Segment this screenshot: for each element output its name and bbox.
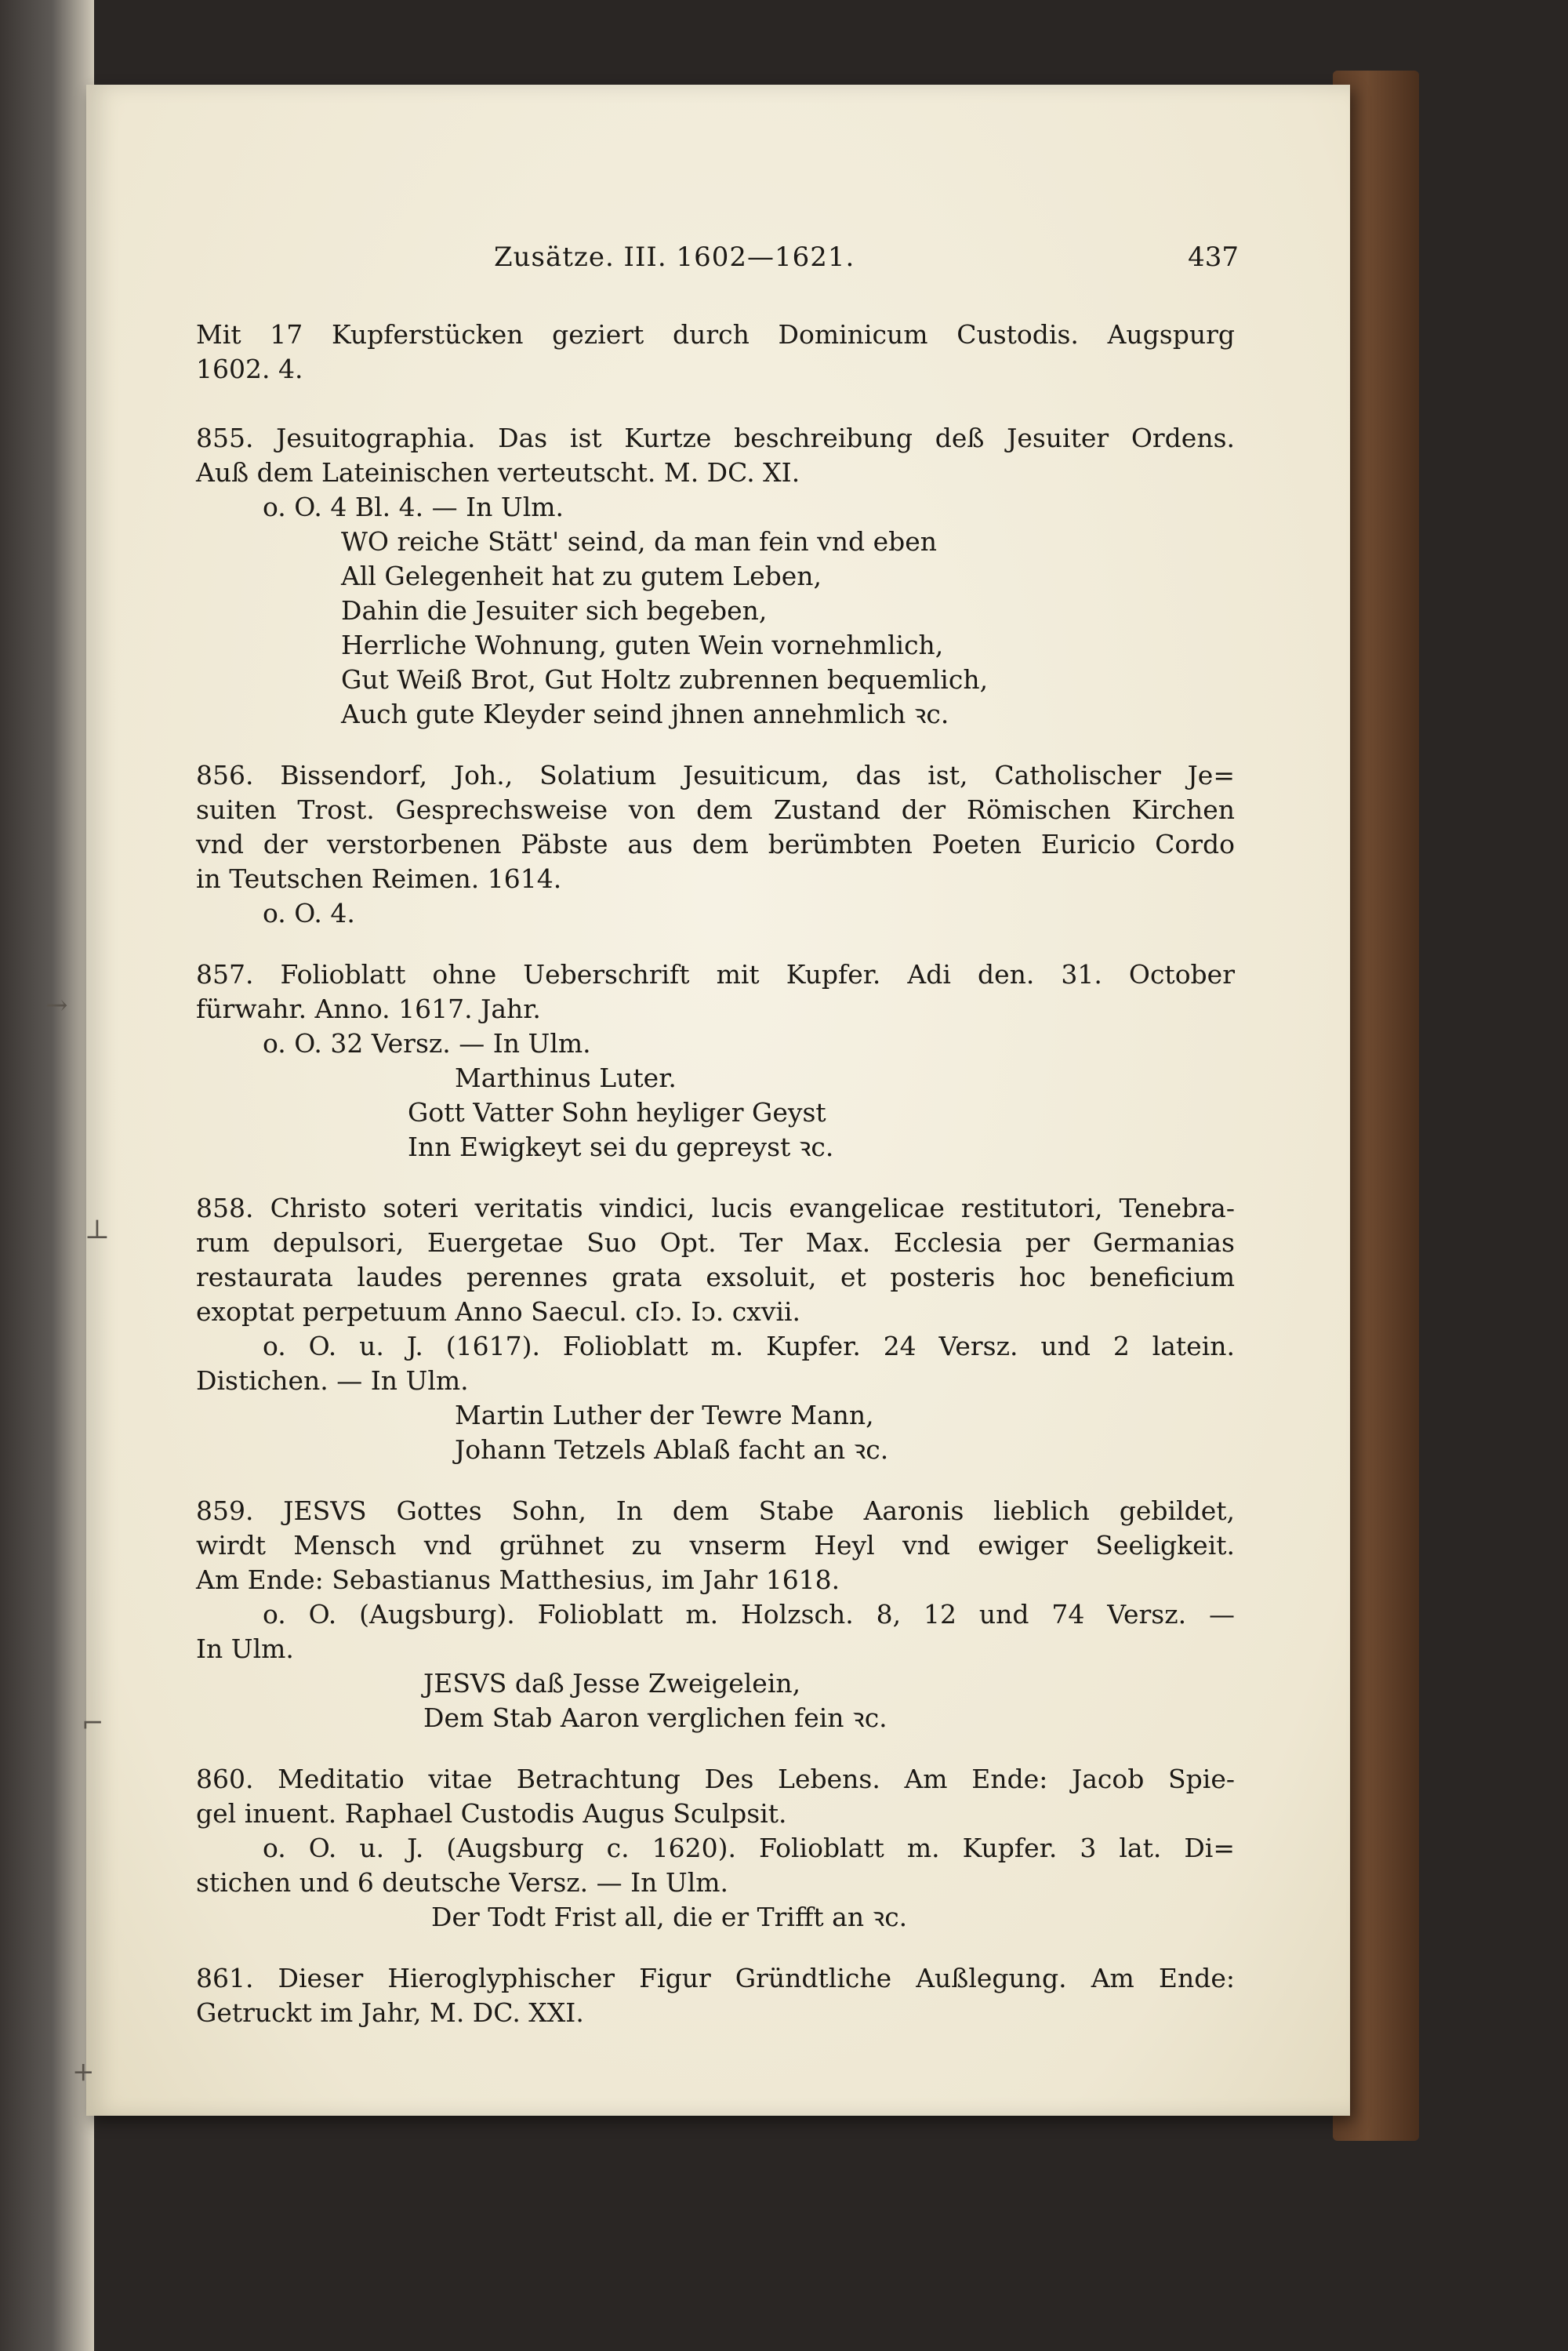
entry-meta: In Ulm.: [196, 1633, 294, 1664]
catalog-entry-858: [196, 1191, 1235, 1467]
entry-title-line: [196, 1961, 1235, 1996]
entry-title-line: in Teutschen Reimen. 1614.: [196, 863, 562, 894]
verse-line: Martin Luther der Tewre Mann,: [455, 1400, 874, 1430]
page-number: 437: [1188, 242, 1239, 273]
intro-paragraph: [196, 318, 1235, 387]
margin-mark: ⌐: [82, 1708, 104, 1739]
entry-text: Bissendorf, Joh., Solatium Jesuiticum, das ist, Catholischer Je=: [280, 760, 1235, 790]
page-content: [196, 318, 1235, 2057]
entry-title-line: [196, 957, 1235, 992]
entry-meta: o. O. (Augsburg). Folioblatt m. Holzsch. 8, 12 und 74 Versz. —: [263, 1599, 1235, 1630]
verse-line: Inn Ewigkeyt sei du gepreyst ꝛc.: [408, 1132, 834, 1162]
entry-title-line: gel inuent. Raphael Custodis Augus Sculpsit.: [196, 1798, 787, 1829]
verse-line: Dem Stab Aaron verglichen fein ꝛc.: [423, 1702, 887, 1733]
entry-title-line: [196, 758, 1235, 793]
entry-title-line: exoptat perpetuum Anno Saecul. cIↄ. Iↄ. cxvii.: [196, 1296, 801, 1327]
entry-meta: Distichen. — In Ulm.: [196, 1365, 469, 1396]
entry-text: JESVS Gottes Sohn, In dem Stabe Aaronis lieblich gebildet,: [283, 1495, 1235, 1526]
entry-meta: o. O. 4 Bl. 4. — In Ulm.: [263, 492, 564, 522]
verse-line: Johann Tetzels Ablaß facht an ꝛc.: [455, 1434, 889, 1465]
entry-title-line: [196, 1762, 1235, 1797]
entry-title-line: suiten Trost. Gesprechsweise von dem Zustand der Römischen Kirchen: [196, 794, 1235, 825]
book-binding-left: [0, 0, 94, 2351]
entry-title-line: restaurata laudes perennes grata exsoluit, et posteris hoc beneficium: [196, 1262, 1235, 1292]
entry-title-line: [196, 1494, 1235, 1528]
verse-line: JESVS daß Jesse Zweigelein,: [423, 1668, 801, 1699]
entry-number: 861.: [196, 1963, 254, 1993]
margin-mark: →: [45, 990, 68, 1021]
text-line: Mit 17 Kupferstücken geziert durch Dominicum Custodis. Augspurg: [196, 319, 1235, 350]
catalog-entry-861: [196, 1961, 1235, 2030]
entry-meta: stichen und 6 deutsche Versz. — In Ulm.: [196, 1867, 729, 1898]
verse-line: Herrliche Wohnung, guten Wein vornehmlich,: [341, 630, 944, 660]
verse-line: Marthinus Luter.: [455, 1063, 677, 1093]
entry-number: 855.: [196, 423, 254, 453]
entry-title-line: rum depulsori, Euergetae Suo Opt. Ter Max. Ecclesia per Germanias: [196, 1227, 1235, 1258]
text-line: 1602. 4.: [196, 354, 303, 384]
catalog-entry-856: [196, 758, 1235, 931]
verse-line: Gut Weiß Brot, Gut Holtz zubrennen bequemlich,: [341, 664, 989, 695]
verse-line: Gott Vatter Sohn heyliger Geyst: [408, 1097, 826, 1128]
catalog-entry-855: [196, 421, 1235, 732]
entry-meta: o. O. u. J. (1617). Folioblatt m. Kupfer. 24 Versz. und 2 latein.: [263, 1331, 1235, 1361]
entry-title-line: vnd der verstorbenen Päbste aus dem berümbten Poeten Euricio Cordo: [196, 829, 1235, 859]
verse-line: All Gelegenheit hat zu gutem Leben,: [341, 561, 822, 591]
entry-number: 859.: [196, 1495, 254, 1526]
verse-line: WO reiche Stätt' seind, da man fein vnd eben: [341, 526, 938, 557]
verse-line: Der Todt Frist all, die er Trifft an ꝛc.: [431, 1902, 908, 1932]
entry-meta: o. O. 4.: [263, 898, 355, 928]
entry-number: 858.: [196, 1193, 254, 1223]
entry-title-line: wirdt Mensch vnd grühnet zu vnserm Heyl vnd ewiger Seeligkeit.: [196, 1530, 1235, 1561]
entry-title-line: Am Ende: Sebastianus Matthesius, im Jahr 1618.: [196, 1564, 840, 1595]
entry-title-line: fürwahr. Anno. 1617. Jahr.: [196, 994, 541, 1024]
catalog-entry-857: [196, 957, 1235, 1165]
margin-mark: ⊥: [85, 1214, 110, 1245]
margin-mark: +: [72, 2056, 95, 2088]
entry-text: Meditatio vitae Betrachtung Des Lebens. Am Ende: Jacob Spie-: [278, 1764, 1235, 1794]
catalog-entry-860: [196, 1762, 1235, 1935]
entry-number: 860.: [196, 1764, 254, 1794]
verse-line: Dahin die Jesuiter sich begeben,: [341, 595, 768, 626]
entry-title-line: Auß dem Lateinischen verteutscht. M. DC. XI.: [196, 457, 800, 488]
entry-number: 856.: [196, 760, 254, 790]
entry-meta: o. O. u. J. (Augsburg c. 1620). Folioblatt m. Kupfer. 3 lat. Di=: [263, 1833, 1235, 1863]
verse-line: Auch gute Kleyder seind jhnen annehmlich ꝛc.: [341, 699, 949, 729]
entry-title-line: Getruckt im Jahr, M. DC. XXI.: [196, 1997, 584, 2028]
catalog-entry-859: [196, 1494, 1235, 1735]
entry-text: Folioblatt ohne Ueberschrift mit Kupfer. Adi den. 31. October: [280, 959, 1235, 990]
page-header: [196, 242, 1239, 281]
entry-text: Dieser Hieroglyphischer Figur Gründtliche Außlegung. Am Ende:: [278, 1963, 1235, 1993]
entry-title-line: [196, 421, 1235, 456]
entry-title-line: [196, 1191, 1235, 1226]
entry-number: 857.: [196, 959, 254, 990]
entry-meta: o. O. 32 Versz. — In Ulm.: [263, 1028, 591, 1059]
entry-text: Jesuitographia. Das ist Kurtze beschreibung deß Jesuiter Ordens.: [276, 423, 1235, 453]
running-title: Zusätze. III. 1602—1621.: [494, 242, 855, 273]
entry-text: Christo soteri veritatis vindici, lucis evangelicae restitutori, Tenebra-: [270, 1193, 1235, 1223]
